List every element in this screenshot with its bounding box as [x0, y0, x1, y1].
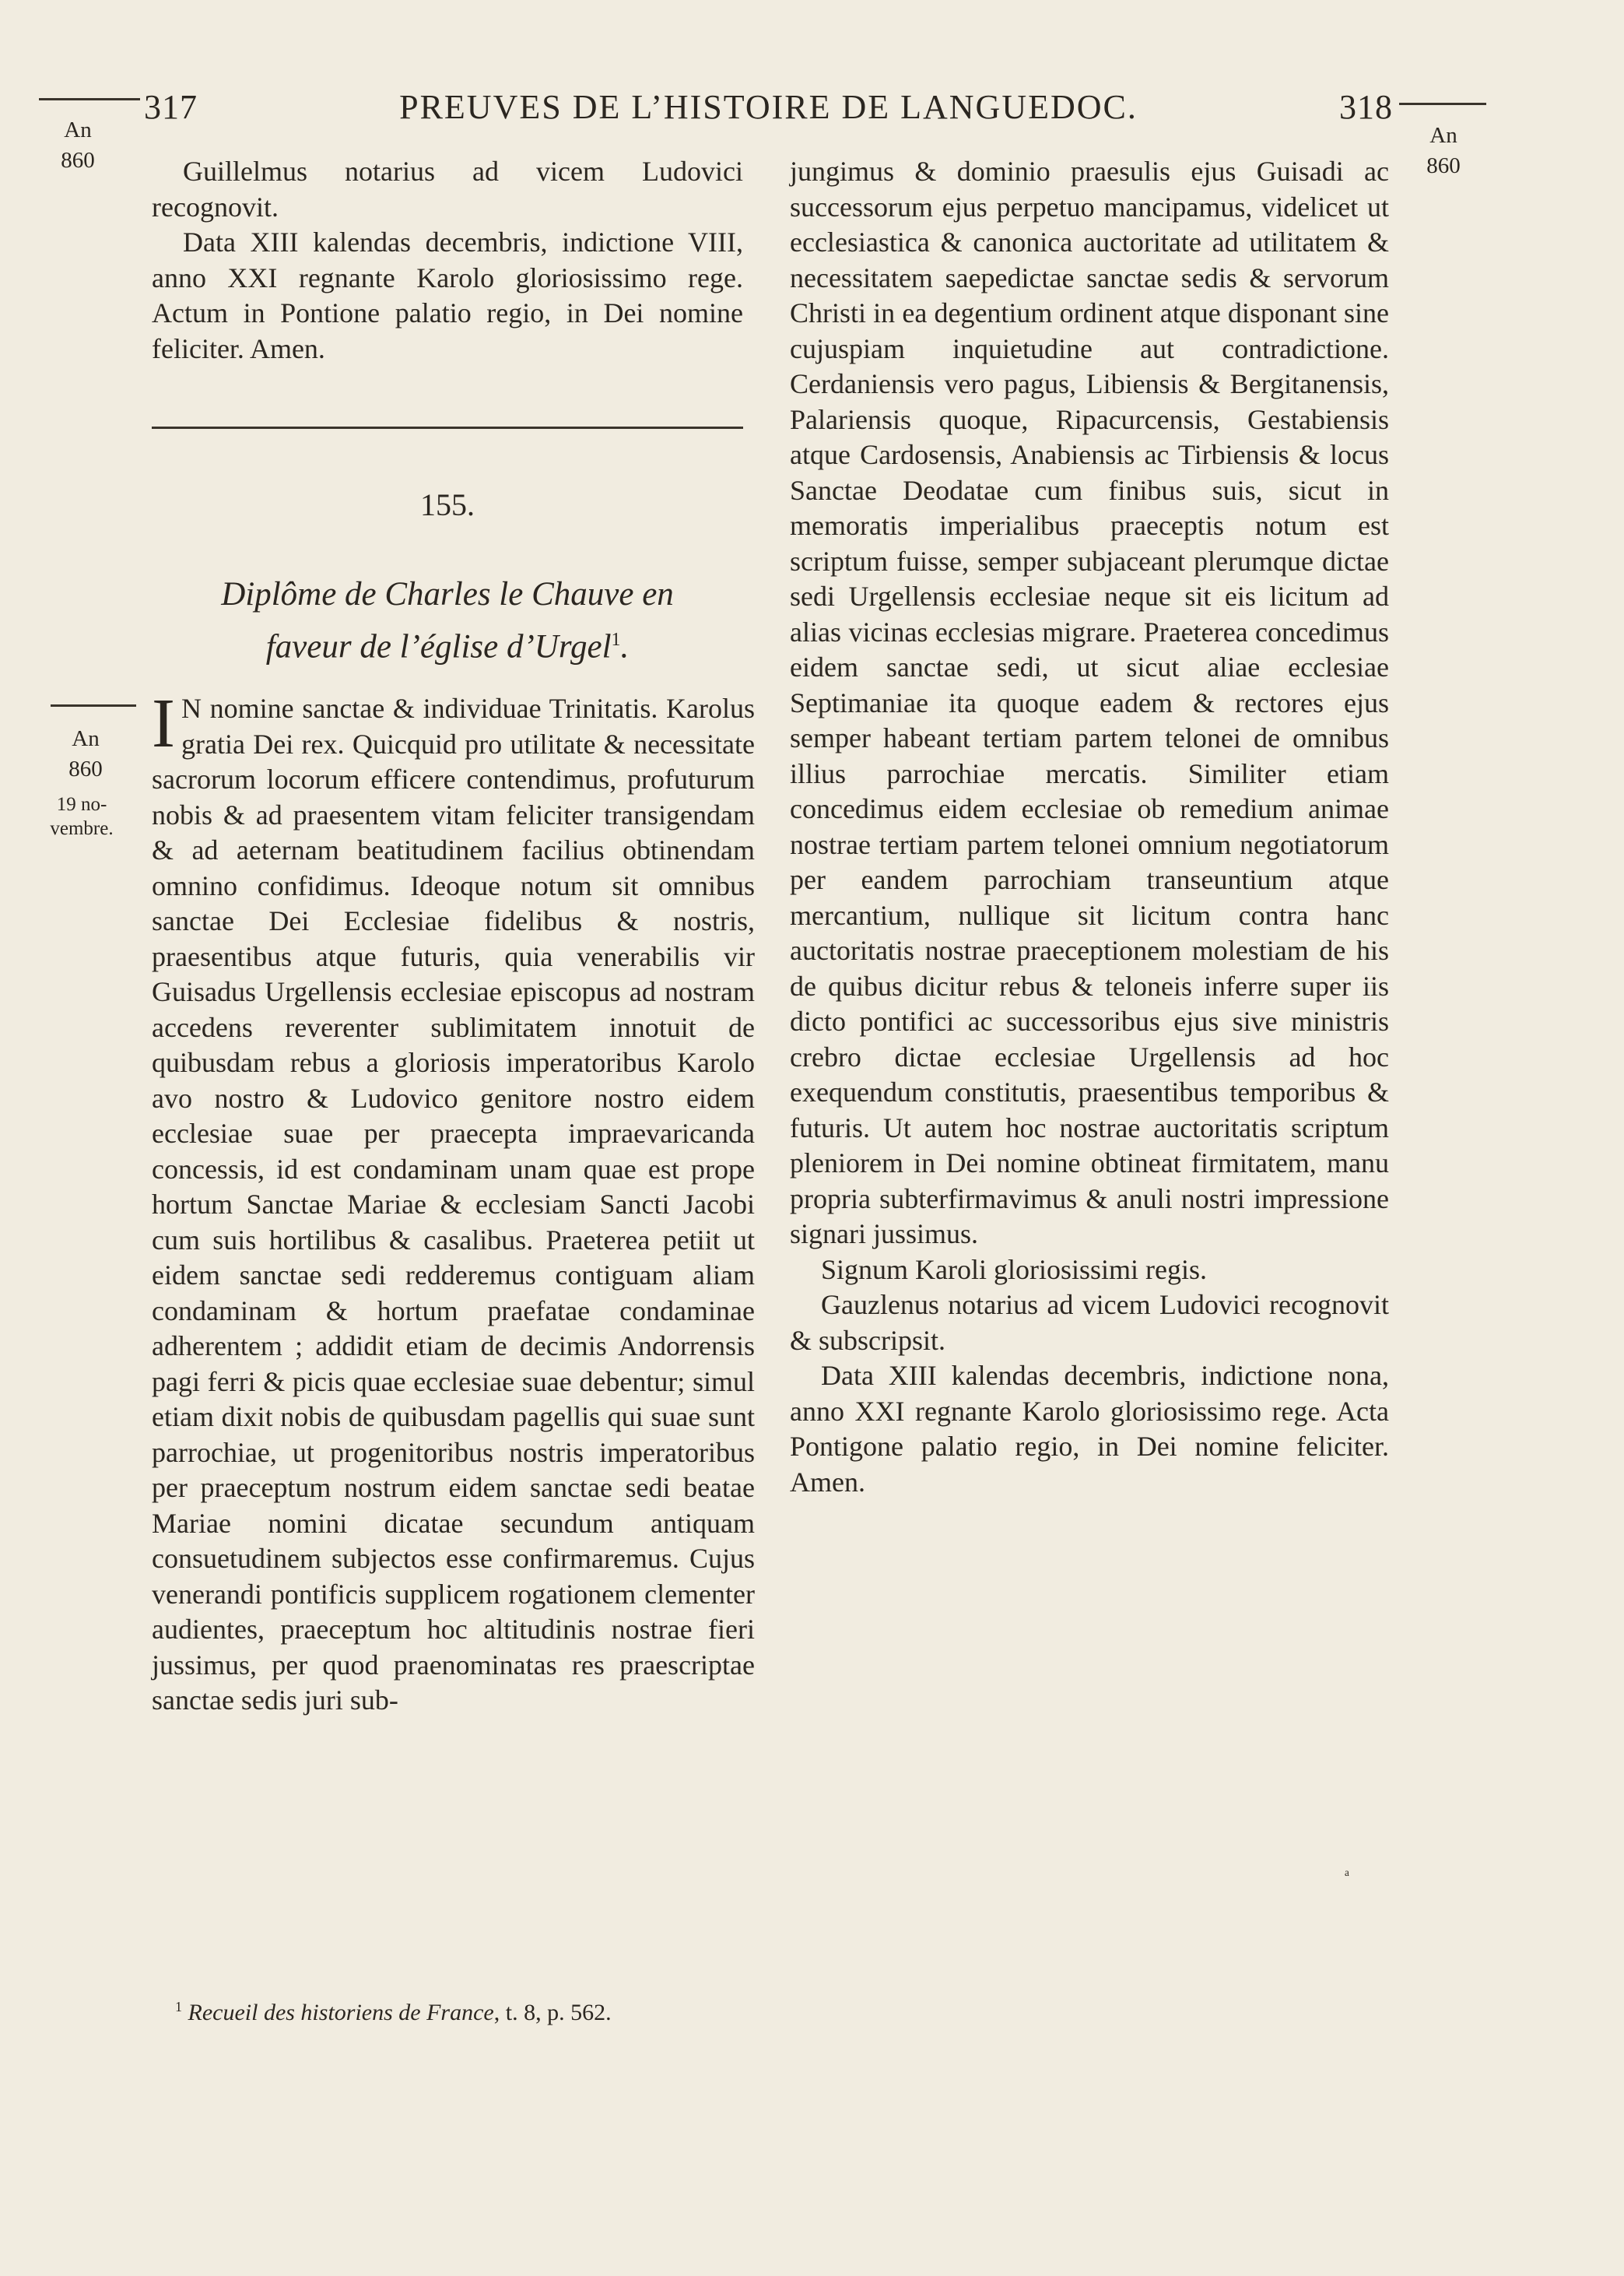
- page-number-left: 317: [144, 88, 198, 126]
- margin-an: An: [1429, 123, 1457, 148]
- charter-continuation: jungimus & dominio praesulis ejus Guisadi ac successorum ejus perpetuo mancipamus, videlicet ut ecclesiastica & canonica auctoritate ad utilitatem & necessitatem saepedictae sanctae sedis & servorum Christi in ea degentium ordinent atque disponant sine cujuspiam inquietudine aut contradictione. Cerdaniensis vero pagus, Libiensis & Bergitanensis, Palariensis quoque, Ripacurcensis, Gestabiensis atque Cardosensis, Anabiensis ac Tirbiensis & locus Sanctae Deodatae cum finibus suis, sicut in memoratis imperialibus praeceptis notum est scriptum fuisse, semper subjaceant plerumque dictae sedi Urgellensis ecclesiae neque sit eis licitum ad alias vicinas ecclesias migrare. Praeterea concedimus eidem sanctae sedi, ut sicut aliae ecclesiae Septimaniae ita quoque eadem & rectores ejus semper habeant tertiam partem telonei de omnibus illius parrochiae mercatis. Similiter etiam concedimus eidem ecclesiae ob remedium animae nostrae tertiam partem telonei omnium negotiatorum per eandem parrochiam transeuntium atque mercantium, nullique sit licitum contra hanc auctoritatis nostrae praeceptionem molestiam de his de quibus dicitur rebus & teloneis inferre super iis dicto pontifici ac successoribus ejus sive ministris crebro dictae ecclesiae Urgellensis ad hoc exequendum constitutis, praesentibus temporibus & futuris. Ut autem hoc nostrae auctoritatis scriptum pleniorem in Dei nomine obtineat firmitatem, manu propria subterfirmavimus & anuli nostri impressione signari jussimus.: [790, 156, 1389, 1249]
- left-column-intro: [152, 154, 743, 367]
- signature-line: Signum Karoli gloriosissimi regis.: [821, 1253, 1208, 1285]
- document-title-line1: Diplôme de Charles le Chauve en: [221, 576, 674, 613]
- notary-line: Gauzlenus notarius ad vicem Ludovici recognovit & subscripsit.: [790, 1289, 1389, 1356]
- stray-mark: ᵃ: [1345, 1865, 1350, 1884]
- intro-paragraph: Guillelmus notarius ad vicem Ludovici recognovit.: [152, 156, 743, 223]
- footnote-marker: 1: [175, 1999, 182, 2014]
- margin-an: An: [72, 726, 100, 751]
- section-separator: [152, 427, 743, 429]
- header-rule-left: [39, 98, 140, 100]
- margin-rule-mid-left: [51, 704, 136, 707]
- margin-note-date: [39, 792, 125, 841]
- charter-body-start: [152, 685, 755, 1719]
- document-title-line2: faveur de l’église d’Urgel: [265, 628, 612, 666]
- margin-date-line1: 19 no-: [56, 794, 107, 815]
- running-title: PREUVES DE L’HISTOIRE DE LANGUEDOC.: [399, 88, 1138, 126]
- left-column-body: [152, 685, 755, 1719]
- footnote: [175, 1999, 612, 2026]
- margin-note-top-left: [35, 115, 121, 176]
- right-column: [790, 154, 1389, 1500]
- margin-an: An: [64, 118, 92, 142]
- document-number: 155.: [420, 487, 475, 522]
- margin-note-mid-left: [43, 724, 128, 785]
- drop-cap: I: [152, 685, 175, 762]
- running-head: [144, 87, 1393, 134]
- dating-clause: Data XIII kalendas decembris, indictione nona, anno XXI regnante Karolo gloriosissimo rege. Acta Pontigone palatio regio, in Dei nomine feliciter. Amen.: [790, 1360, 1389, 1498]
- margin-note-top-right: [1401, 121, 1486, 181]
- document-title: Diplôme de Charles le Chauve en faveur de l’église d’Urgel$^1$.: [152, 572, 743, 669]
- margin-year: 860: [61, 148, 95, 174]
- margin-year: 860: [1426, 153, 1461, 179]
- footnote-reference: , t. 8, p. 562.: [493, 2000, 612, 2025]
- page-number-right: 318: [1339, 88, 1393, 126]
- margin-year: 860: [68, 757, 103, 782]
- header-rule-right: [1399, 103, 1486, 105]
- footnote-ref: 1: [611, 630, 621, 650]
- intro-paragraph: Data XIII kalendas decembris, indictione VIII, anno XXI regnante Karolo gloriosissimo rege. Actum in Pontione palatio regio, in Dei nomine feliciter. Amen.: [152, 227, 743, 364]
- margin-date-line2: vembre.: [50, 818, 114, 840]
- charter-body-text: N nomine sanctae & individuae Trinitatis. Karolus gratia Dei rex. Quicquid pro utilitate & necessitate sacrorum locorum efficere contendimus, profuturum nobis & ad praesentem vitam feliciter transigendam & ad aeternam beatitudinem facilius obtinendam omnino confidimus. Ideoque notum sit omnibus sanctae Dei Ecclesiae fidelibus & nostris, praesentibus atque futuris, quia venerabilis vir Guisadus Urgellensis ecclesiae episcopus ad nostram accedens reverenter sublimitatem innotuit de quibusdam rebus a gloriosis imperatoribus Karolo avo nostro & Ludovico genitore nostro eidem ecclesiae suae per praecepta impraevaricanda concessis, id est condaminam unam quae est prope hortum Sanctae Mariae & ecclesiam Sancti Jacobi cum suis hortilibus & casalibus. Praeterea petiit ut eidem sanctae sedi redderemus contiguam aliam condaminam & hortum praefatae condaminae adherentem ; addidit etiam de decimis Andorrensis pagi ferri & picis quae ecclesiae suae debentur; simul etiam dixit nobis de quibusdam pagellis qui suae sunt parrochiae, ut progenitoribus nostris imperatoribus per praeceptum nostrum eidem sanctae sedi beatae Mariae nomini dicatae secundum antiquam consuetudinem subjectos esse confirmaremus. Cujus venerandi pontificis supplicem rogationem clementer audientes, praeceptum hoc altitudinis nostrae fieri jussimus, per quod praenominatas res praescriptae sanctae sedis juri sub-: [152, 693, 755, 1716]
- footnote-source: Recueil des historiens de France: [188, 2000, 494, 2025]
